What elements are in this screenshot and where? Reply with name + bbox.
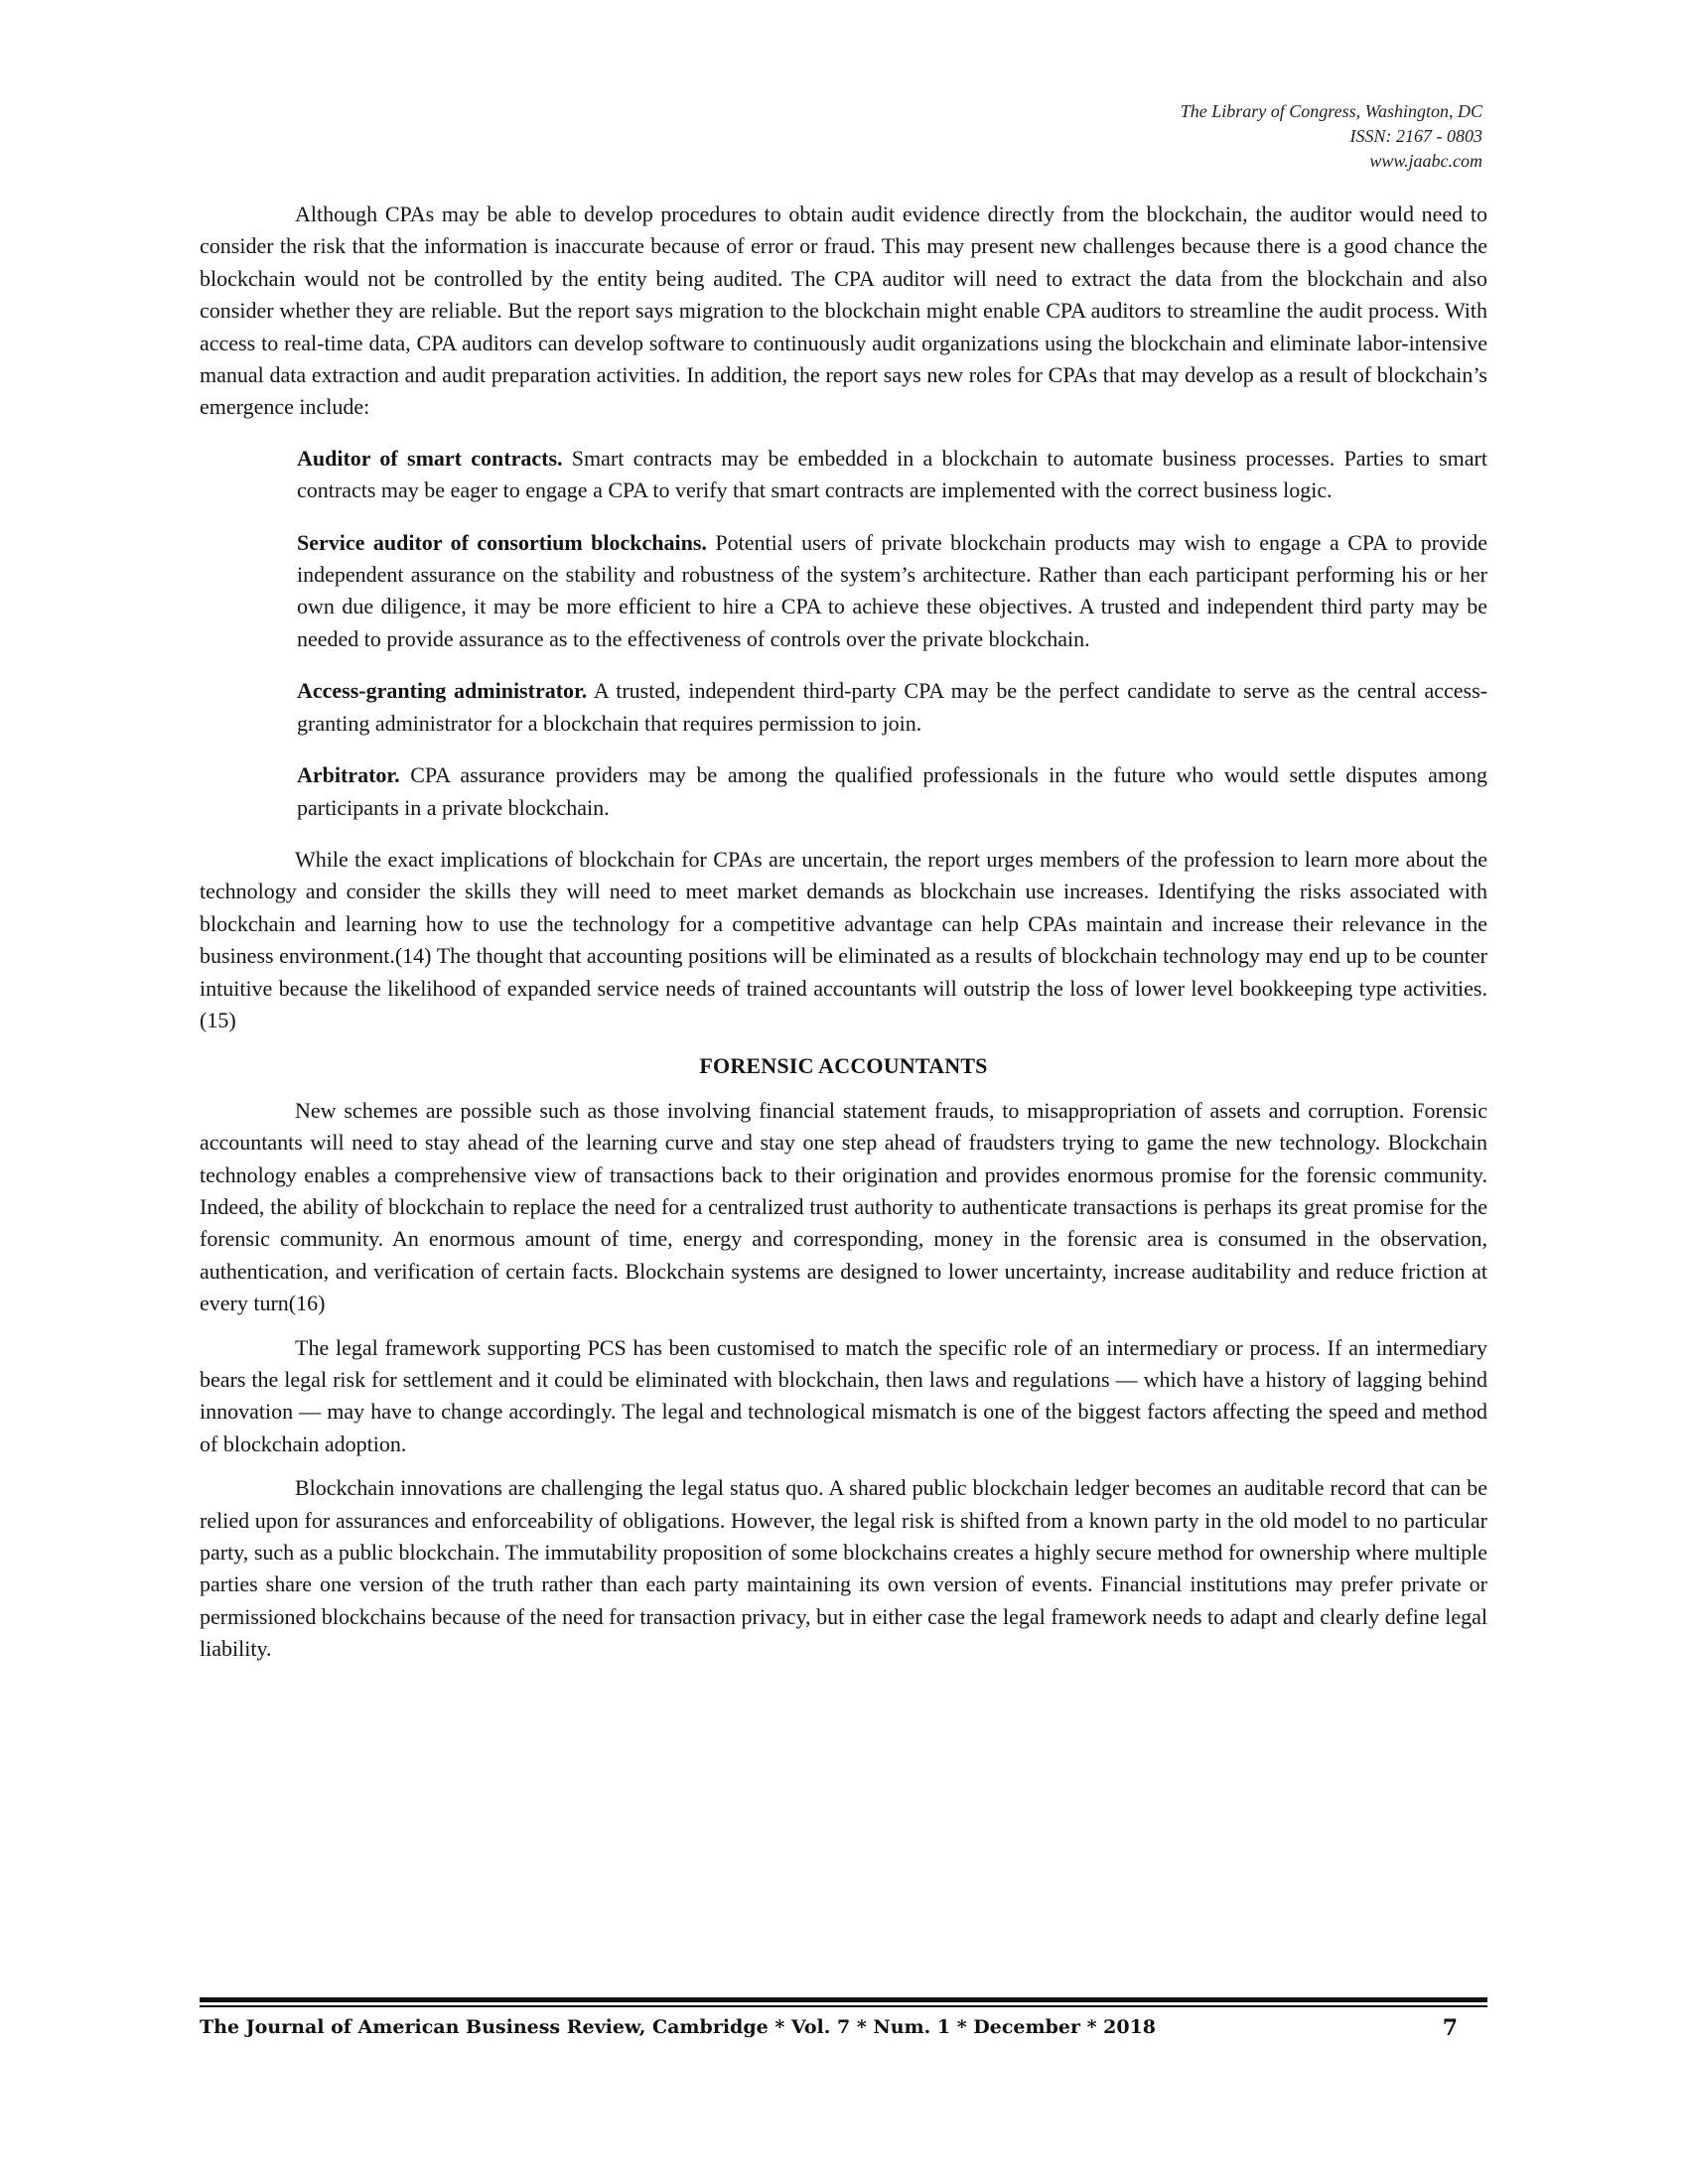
article-body — [200, 199, 1487, 1678]
paragraph-legal-framework: The legal framework supporting PCS has been customised to match the specific role of an intermediary or process. If an intermediary bears the legal risk for settlement and it could be eliminated with blockchain, then laws and regulations — which have a history of lagging behind innovation — may have to change accordingly. The legal and technological mismatch is one of the biggest factors affecting the speed and method of blockchain adoption. — [200, 1334, 1487, 1456]
role-item-arbitrator — [297, 759, 1487, 824]
running-header — [1181, 99, 1482, 174]
role-description: A trusted, independent third-party CPA may be the perfect candidate to serve as the central access-granting administrator for a blockchain that requires permission to join. — [297, 678, 1487, 736]
role-item-consortium — [297, 527, 1487, 656]
header-issn: ISSN: 2167 - 0803 — [1349, 126, 1482, 146]
role-description: CPA assurance providers may be among the qualified professionals in the future who would settle disputes among participants in a private blockchain. — [297, 762, 1487, 820]
role-term: Arbitrator. — [297, 762, 400, 788]
paragraph-legal-status-quo: Blockchain innovations are challenging the legal status quo. A shared public blockchain ledger becomes an auditable record that can be relied upon for assurances and enforceability of obligations. However, the legal risk is shifted from a known party in the old model to no particular party, such as a public blockchain. The immutability proposition of some blockchains creates a highly secure method for ownership where multiple parties share one version of the truth rather than each party maintaining its own version of events. Financial institutions may prefer private or permissioned blockchains because of the need for transaction privacy, but in either case the legal framework needs to adapt and clearly define legal liability. — [200, 1475, 1487, 1662]
paragraph-cpa-audit-evidence: Although CPAs may be able to develop procedures to obtain audit evidence directly from the blockchain, the auditor would need to consider the risk that the information is inaccurate because of error or fraud. This may present new challenges because there is a good chance the blockchain would not be controlled by the entity being audited. The CPA auditor will need to extract the data from the blockchain and also consider whether they are reliable. But the report says migration to the blockchain might enable CPA auditors to streamline the audit process. With access to real-time data, CPA auditors can develop software to continuously audit organizations using the blockchain and eliminate labor-intensive manual data extraction and audit preparation activities. In addition, the report says new roles for CPAs that may develop as a result of blockchain’s emergence include: — [200, 202, 1487, 420]
footer-rule-thin — [200, 2005, 1487, 2007]
footer-divider — [200, 1997, 1487, 2007]
page-number: 7 — [1442, 2015, 1458, 2041]
paragraph-implications: While the exact implications of blockchain for CPAs are uncertain, the report urges members of the profession to learn more about the technology and consider the skills they will need to meet market demands as blockchain use increases. Identifying the risks associated with blockchain and learning how to use the technology for a competitive advantage can help CPAs maintain and increase their relevance in the business environment.(14) The thought that accounting positions will be eliminated as a results of blockchain technology may end up to be counter intuitive because the likelihood of expanded service needs of trained accountants will outstrip the loss of lower level bookkeeping type activities. (15) — [200, 846, 1487, 1032]
role-item-smart-contracts — [297, 443, 1487, 507]
footer-journal-citation: The Journal of American Business Review, Cambridge * Vol. 7 * Num. 1 * December * 2018 — [200, 2016, 1157, 2038]
role-item-access-admin — [297, 675, 1487, 740]
section-heading: FORENSIC ACCOUNTANTS — [699, 1053, 988, 1079]
paragraph-forensic: New schemes are possible such as those involving financial statement frauds, to misappropriation of assets and corruption. Forensic accountants will need to stay ahead of the learning curve and stay one step ahead of fraudsters trying to game the new technology. Blockchain technology enables a comprehensive view of transactions back to their origination and provides enormous promise for the forensic community. Indeed, the ability of blockchain to replace the need for a centralized trust authority to authenticate transactions is perhaps its great promise for the forensic community. An enormous amount of time, energy and corresponding, money in the forensic area is consumed in the observation, authentication, and verification of certain facts. Blockchain systems are designed to lower uncertainty, increase auditability and reduce friction at every turn(16) — [200, 1097, 1487, 1316]
header-website: www.jaabc.com — [1369, 151, 1482, 171]
role-description: Smart contracts may be embedded in a blockchain to automate business processes. Parties to smart contracts may be eager to engage a CPA to verify that smart contracts are implemented with the correct business logic. — [297, 445, 1487, 503]
role-term: Access-granting administrator. — [297, 678, 588, 704]
role-description: Potential users of private blockchain products may wish to engage a CPA to provide independent assurance on the stability and robustness of the system’s architecture. Rather than each participant performing his or her own due diligence, it may be more efficient to hire a CPA to achieve these objectives. A trusted and independent third party may be needed to provide assurance as to the effectiveness of controls over the private blockchain. — [297, 529, 1487, 651]
footer-rule-thick — [200, 1997, 1487, 2002]
role-term: Auditor of smart contracts. — [297, 445, 563, 471]
header-library: The Library of Congress, Washington, DC — [1180, 101, 1482, 121]
role-term: Service auditor of consortium blockchains. — [297, 529, 707, 555]
